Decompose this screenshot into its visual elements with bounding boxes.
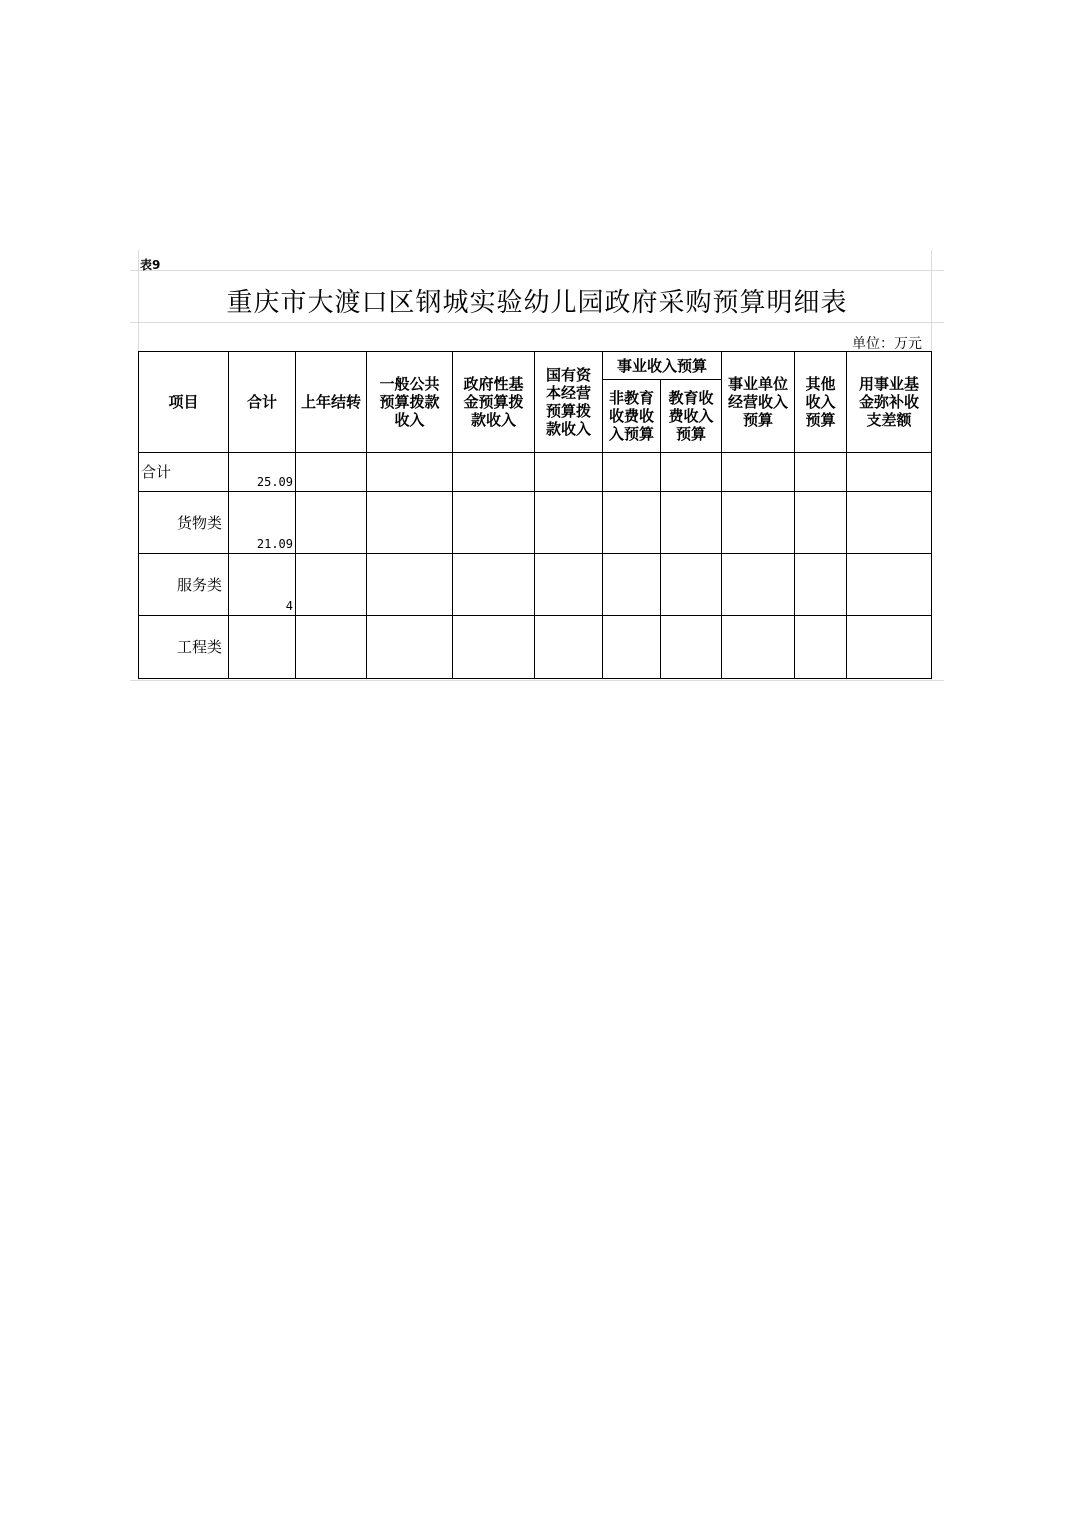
cell (722, 616, 795, 679)
table-row (139, 616, 932, 679)
cell (296, 453, 367, 492)
row-label: 工程类 (139, 616, 229, 679)
header-item: 项目 (139, 352, 229, 453)
cell (367, 492, 453, 554)
header-carryover: 上年结转 (296, 352, 367, 453)
header-edu-fee: 教育收费收入预算 (661, 380, 722, 453)
table-row (139, 554, 932, 616)
cell (795, 492, 847, 554)
cell (453, 616, 535, 679)
cell (661, 616, 722, 679)
gridline (130, 322, 944, 323)
cell (535, 554, 603, 616)
cell (661, 554, 722, 616)
cell (661, 492, 722, 554)
cell (535, 453, 603, 492)
table-row (139, 492, 932, 554)
cell (603, 453, 661, 492)
cell (367, 554, 453, 616)
cell (722, 554, 795, 616)
cell (453, 554, 535, 616)
cell (296, 616, 367, 679)
cell (795, 554, 847, 616)
row-total (229, 616, 296, 679)
header-general-public: 一般公共预算拨款收入 (367, 352, 453, 453)
gridline (130, 680, 944, 681)
header-operating: 事业单位经营收入预算 (722, 352, 795, 453)
cell (795, 616, 847, 679)
cell (847, 616, 932, 679)
row-label: 合计 (139, 453, 229, 492)
gridline (130, 270, 944, 271)
header-state-capital: 国有资本经营预算拨款收入 (535, 352, 603, 453)
cell (296, 554, 367, 616)
row-total: 4 (229, 554, 296, 616)
header-other: 其他收入预算 (795, 352, 847, 453)
row-label: 货物类 (139, 492, 229, 554)
cell (367, 453, 453, 492)
cell (847, 453, 932, 492)
row-total: 21.09 (229, 492, 296, 554)
cell (296, 492, 367, 554)
cell (603, 554, 661, 616)
page-title: 重庆市大渡口区钢城实验幼儿园政府采购预算明细表 (226, 288, 848, 318)
header-total: 合计 (229, 352, 296, 453)
row-label: 服务类 (139, 554, 229, 616)
row-total: 25.09 (229, 453, 296, 492)
procurement-budget-table (138, 351, 932, 679)
cell (535, 492, 603, 554)
cell (795, 453, 847, 492)
cell (847, 492, 932, 554)
cell (367, 616, 453, 679)
table-number: 表9 (140, 258, 161, 272)
header-business-income: 事业收入预算 (603, 352, 722, 380)
table-row (139, 453, 932, 492)
cell (847, 554, 932, 616)
header-fund-supplement: 用事业基金弥补收支差额 (847, 352, 932, 453)
cell (453, 453, 535, 492)
cell (603, 492, 661, 554)
header-gov-fund: 政府性基金预算拨款收入 (453, 352, 535, 453)
header-non-edu-fee: 非教育收费收入预算 (603, 380, 661, 453)
cell (535, 616, 603, 679)
cell (722, 453, 795, 492)
cell (453, 492, 535, 554)
cell (661, 453, 722, 492)
unit-label: 单位：万元 (852, 336, 922, 352)
cell (722, 492, 795, 554)
cell (603, 616, 661, 679)
